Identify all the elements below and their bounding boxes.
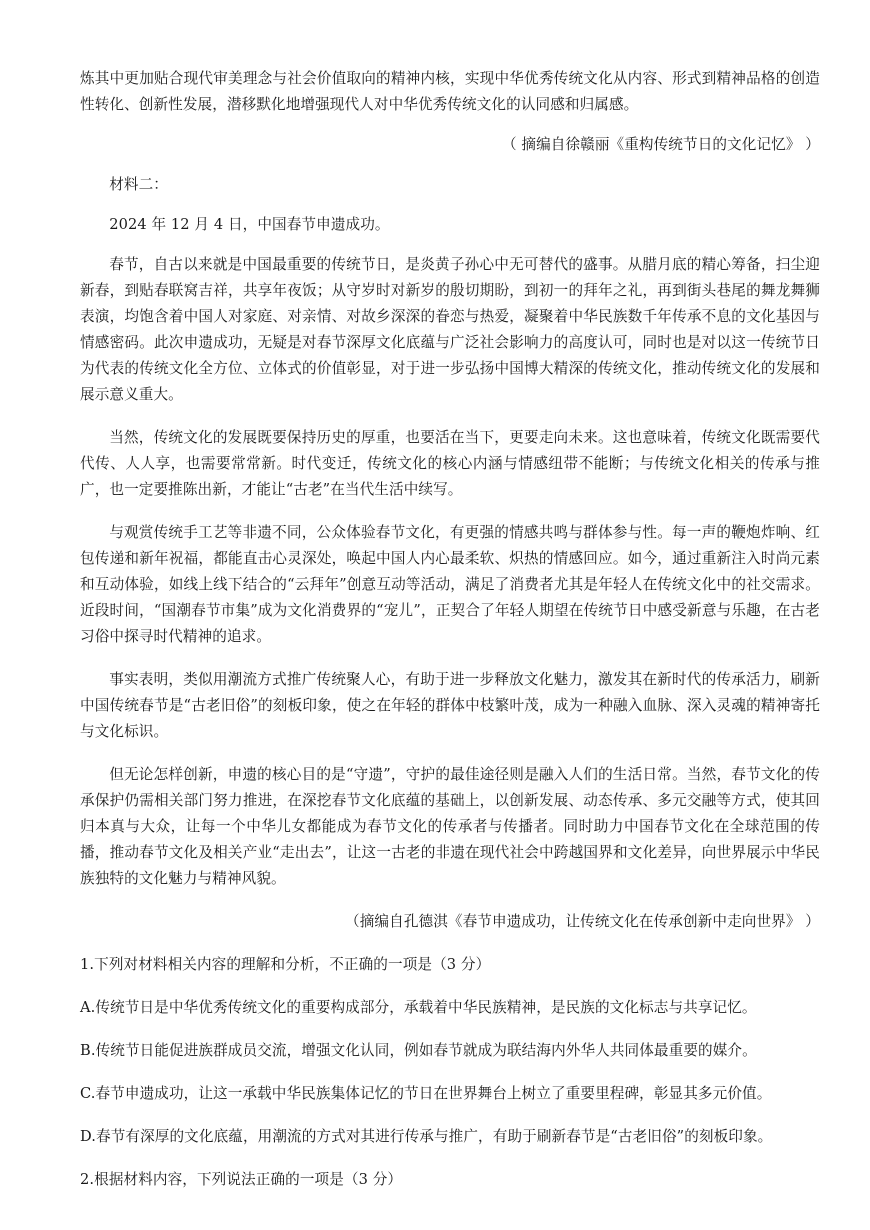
question-2-stem: 2.根据材料内容，下列说法正确的一项是（3 分）	[80, 1171, 403, 1188]
question-1-option-c: C.春节申遗成功，让这一承载中华民族集体记忆的节日在世界舞台上树立了重要里程碑，彰显其多元价值。	[80, 1085, 772, 1102]
paragraph-tradition-development: 当然，传统文化的发展既要保持历史的厚重，也要活在当下，更要走向未来。这也意味着，传统文化既需要代代传、人人享，也需要常常新。时代变迁，传统文化的核心内涵与情感纽带不能断；与传统文化相关的传承与推广，也一定要推陈出新，才能让“古老”在当代生活中续写。	[80, 429, 820, 498]
question-1-option-b: B.传统节日能促进族群成员交流，增强文化认同，例如春节就成为联结海内外华人共同体最重要的媒介。	[80, 1042, 757, 1059]
paragraph-facts-show: 事实表明，类似用潮流方式推广传统聚人心，有助于进一步释放文化魅力，激发其在新时代的传承活力，刷新中国传统春节是“古老旧俗”的刻板印象，使之在年轻的群体中枝繁叶茂，成为一种融入血脉、深入灵魂的精神寄托与文化标识。	[80, 671, 820, 740]
paragraph-core-purpose: 但无论怎样创新，申遗的核心目的是“守遗”，守护的最佳途径则是融入人们的生活日常。当然，春节文化的传承保护仍需相关部门努力推进，在深挖春节文化底蕴的基础上，以创新发展、动态传承、多元交融等方式，使其回归本真与大众，让每一个中华儿女都能成为春节文化的传承者与传播者。同时助力中国春节文化在全球范围的传播，推动春节文化及相关产业“走出去”，让这一古老的非遗在现代社会中跨越国界和文化差异，向世界展示中华民族独特的文化魅力与精神风貌。	[80, 766, 820, 887]
document-page	[80, 66, 820, 1193]
paragraph-continued: 炼其中更加贴合现代审美理念与社会价值取向的精神内核，实现中华优秀传统文化从内容、形式到精神品格的创造性转化、创新性发展，潜移默化地增强现代人对中华优秀传统文化的认同感和归属感。	[80, 70, 820, 113]
source-citation-1: （ 摘编自徐赣丽《重构传统节日的文化记忆》 ）	[501, 136, 820, 153]
paragraph-spring-festival: 春节，自古以来就是中国最重要的传统节日，是炎黄子孙心中无可替代的盛事。从腊月底的精心筹备，扫尘迎新春，到贴春联窝吉祥，共享年夜饭；从守岁时对新岁的殷切期盼，到初一的拜年之礼，再到街头巷尾的舞龙舞狮表演，均饱含着中国人对家庭、对亲情、对故乡深深的眷恋与热爱，凝聚着中华民族数千年传承不息的文化基因与情感密码。此次申遗成功，无疑是对春节深厚文化底蕴与广泛社会影响力的高度认可，同时也是对以这一传统节日为代表的传统文化全方位、立体式的价值彰显，对于进一步弘扬中国博大精深的传统文化，推动传统文化的发展和展示意义重大。	[80, 256, 820, 403]
question-1-option-a: A.传统节日是中华优秀传统文化的重要构成部分，承载着中华民族精神，是民族的文化标志与共享记忆。	[80, 999, 757, 1016]
date-line: 2024 年 12 月 4 日，中国春节申遗成功。	[109, 216, 390, 233]
question-1-stem: 1.下列对材料相关内容的理解和分析，不正确的一项是（3 分）	[80, 956, 491, 973]
paragraph-public-experience: 与观赏传统手工艺等非遗不同，公众体验春节文化，有更强的情感共鸣与群体参与性。每一声的鞭炮炸响、红包传递和新年祝福，都能直击心灵深处，唤起中国人内心最柔软、炽热的情感回应。如今，通过重新注入时尚元素和互动体验，如线上线下结合的“云拜年”创意互动等活动，满足了消费者尤其是年轻人在传统文化中的社交需求。近段时间，“国潮春节市集”成为文化消费界的“宠儿”，正契合了年轻人期望在传统节日中感受新意与乐趣，在古老习俗中探寻时代精神的追求。	[80, 524, 820, 645]
question-1-option-d: D.春节有深厚的文化底蕴，用潮流的方式对其进行传承与推广，有助于刷新春节是“古老旧俗”的刻板印象。	[80, 1128, 773, 1145]
source-citation-2: （摘编自孔德淇《春节申遗成功，让传统文化在传承创新中走向世界》 ）	[345, 913, 820, 930]
material-two-heading: 材料二：	[109, 176, 168, 193]
